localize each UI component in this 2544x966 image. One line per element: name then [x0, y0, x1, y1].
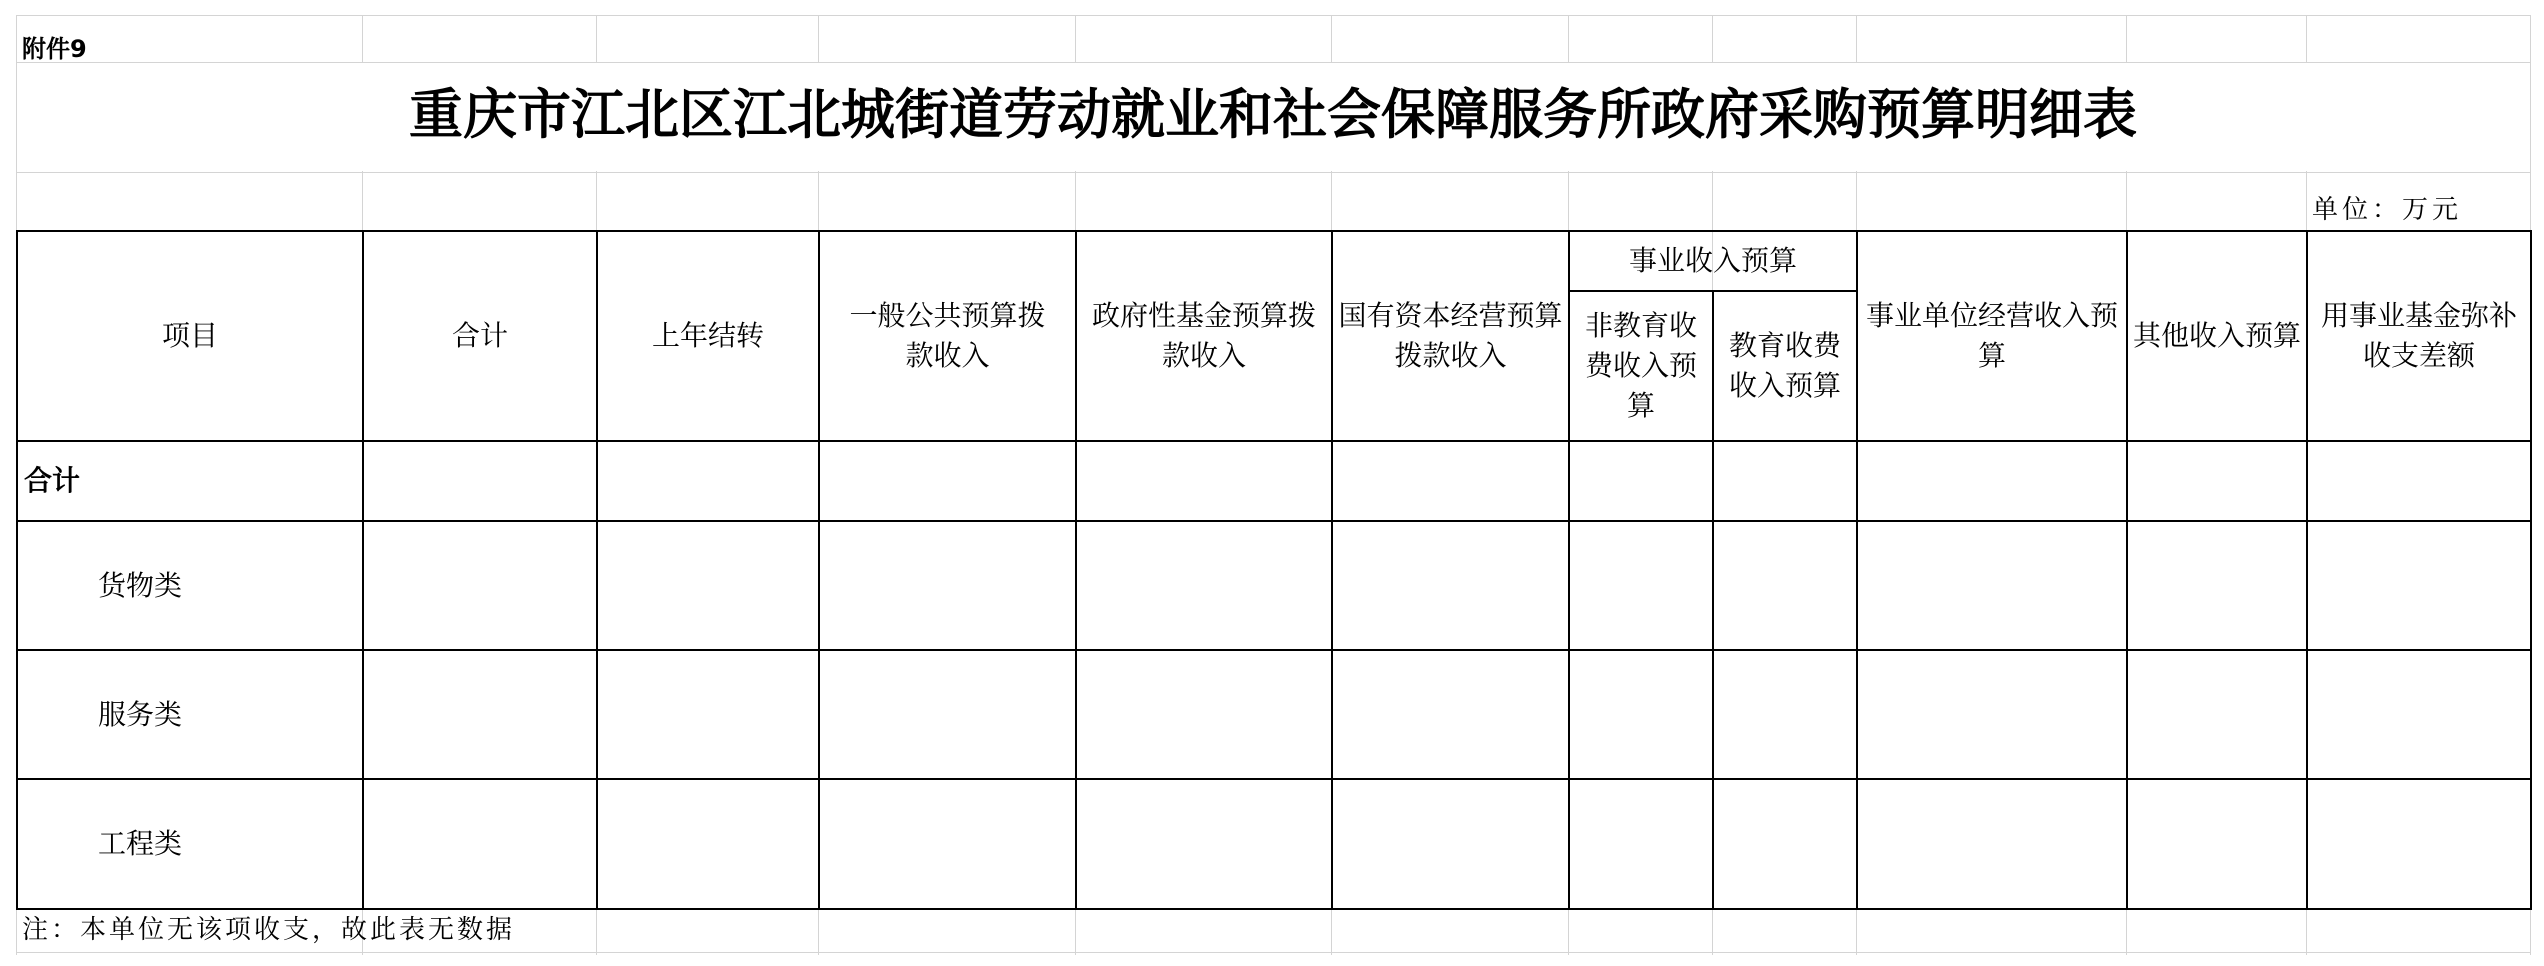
row-label: 货物类 — [17, 521, 363, 650]
unit-label: 单位：万元 — [2312, 195, 2463, 225]
table-row — [17, 650, 2531, 779]
header-business-income-group: 事业收入预算 — [1569, 231, 1857, 291]
header-business-fund: 用事业基金弥补收支差额 — [2307, 231, 2531, 441]
header-gov-fund: 政府性基金预算拨款收入 — [1076, 231, 1332, 441]
table-row — [17, 441, 2531, 521]
attachment-label: 附件9 — [22, 35, 87, 63]
header-state-capital: 国有资本经营预算拨款收入 — [1332, 231, 1569, 441]
header-other-income: 其他收入预算 — [2127, 231, 2307, 441]
header-non-edu-fee: 非教育收费收入预算 — [1569, 291, 1713, 441]
row-label: 工程类 — [17, 779, 363, 909]
header-total: 合计 — [363, 231, 597, 441]
table-row — [17, 521, 2531, 650]
budget-table — [16, 230, 2532, 910]
footnote: 注：本单位无该项收支，故此表无数据 — [22, 915, 516, 945]
row-label: 服务类 — [17, 650, 363, 779]
header-business-operating: 事业单位经营收入预算 — [1857, 231, 2127, 441]
header-general-budget: 一般公共预算拨款收入 — [819, 231, 1076, 441]
header-prior-year-carryover: 上年结转 — [597, 231, 819, 441]
header-edu-fee: 教育收费收入预算 — [1713, 291, 1857, 441]
page-title: 重庆市江北区江北城街道劳动就业和社会保障服务所政府采购预算明细表 — [409, 82, 2137, 146]
header-item: 项目 — [17, 231, 363, 441]
row-label: 合计 — [17, 441, 363, 521]
table-row — [17, 779, 2531, 909]
